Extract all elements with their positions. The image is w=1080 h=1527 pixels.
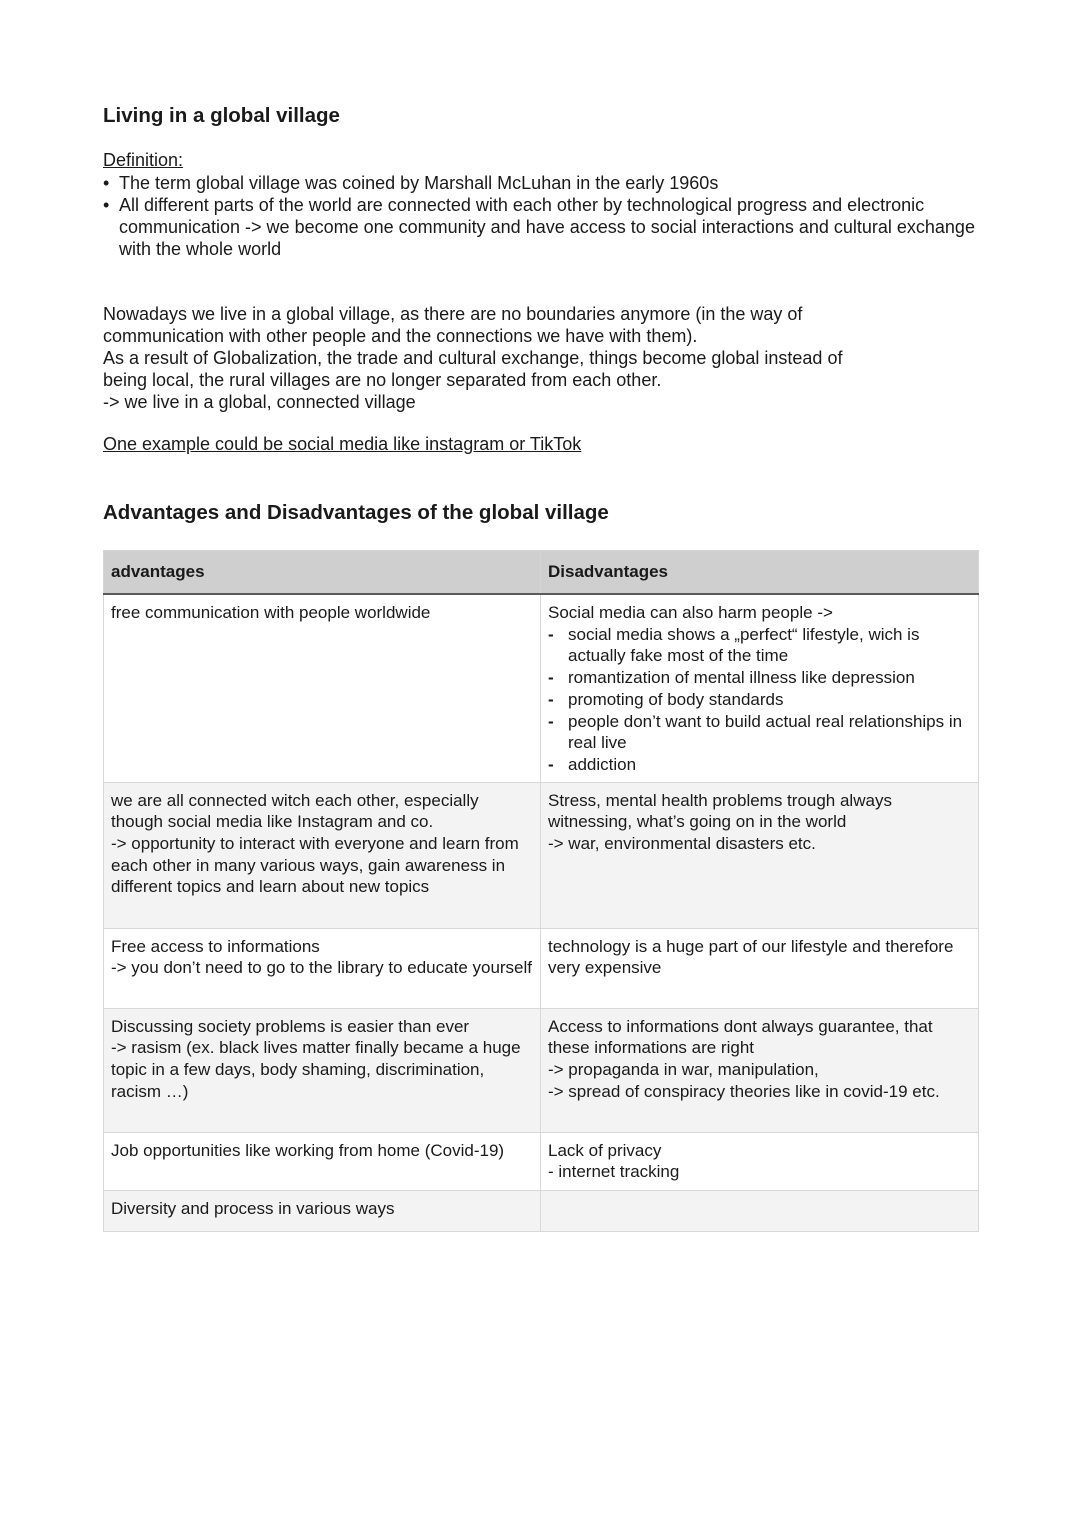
disadvantage-cell: Lack of privacy - internet tracking [541, 1132, 979, 1190]
table-row [104, 1008, 979, 1132]
table-row [104, 782, 979, 928]
section-title: Advantages and Disadvantages of the global village [103, 501, 609, 524]
advantage-cell: Diversity and process in various ways [104, 1190, 541, 1231]
list-item: - romantization of mental illness like depression [548, 667, 971, 689]
bullet-icon: • [103, 173, 110, 193]
header-advantages: advantages [104, 551, 541, 595]
disadvantage-cell: technology is a huge part of our lifestyle and therefore very expensive [541, 928, 979, 1008]
list-item: - promoting of body standards [548, 689, 971, 711]
definition-label: Definition: [103, 150, 184, 170]
definition-list [103, 172, 983, 260]
header-disadvantages: Disadvantages [541, 551, 979, 595]
table-row [104, 1132, 979, 1190]
table-row [104, 1190, 979, 1231]
paragraph-line: communication with other people and the connections we have with them). [103, 326, 698, 346]
advantage-cell: Job opportunities like working from home (Covid-19) [104, 1132, 541, 1190]
disadvantage-cell [541, 1190, 979, 1231]
advantage-cell: we are all connected witch each other, especially though social media like Instagram and co. -> opportunity to interact with everyone and learn from each other in many various ways, gain awareness in different topics and learn about new topics [104, 782, 541, 928]
advantage-cell: Free access to informations -> you don’t need to go to the library to educate yourself [104, 928, 541, 1008]
example-note: One example could be social media like instagram or TikTok [103, 434, 582, 454]
disadvantage-cell: Social media can also harm people -> - social media shows a „perfect“ lifestyle, wich is actually fake most of the time - romantization of mental illness like depression - promoting of body standards - people don’t want to build actual real relationships in real live - addiction [541, 594, 979, 782]
definition-bullet: • The term global village was coined by Marshall McLuhan in the early 1960s [103, 173, 719, 193]
page-title: Living in a global village [103, 104, 340, 127]
paragraph-line: Nowadays we live in a global village, as there are no boundaries anymore (in the way of [103, 304, 803, 324]
intro-paragraph [103, 303, 983, 413]
paragraph-line: being local, the rural villages are no longer separated from each other. [103, 370, 662, 390]
list-item: - addiction [548, 754, 971, 776]
disadvantage-cell: Access to informations dont always guarantee, that these informations are right -> propaganda in war, manipulation, -> spread of conspiracy theories like in covid-19 etc. [541, 1008, 979, 1132]
pros-cons-table [103, 550, 979, 1232]
list-item: - social media shows a „perfect“ lifestyle, wich is actually fake most of the time [548, 624, 971, 667]
paragraph-line: -> we live in a global, connected village [103, 392, 416, 412]
table-row [104, 594, 979, 782]
disadvantage-list [548, 624, 971, 776]
advantage-cell: Discussing society problems is easier than ever -> rasism (ex. black lives matter finally became a huge topic in a few days, body shaming, discrimination, racism …) [104, 1008, 541, 1132]
definition-bullet: • All different parts of the world are connected with each other by technological progress and electronic communication -> we become one community and have access to social interactions and cultural exchange with the whole world [103, 195, 975, 259]
list-item: - people don’t want to build actual real relationships in real live [548, 711, 971, 754]
table-header-row [104, 551, 979, 595]
paragraph-line: As a result of Globalization, the trade and cultural exchange, things become global instead of [103, 348, 843, 368]
advantage-cell: free communication with people worldwide [104, 594, 541, 782]
table-row [104, 928, 979, 1008]
disadvantage-cell: Stress, mental health problems trough always witnessing, what’s going on in the world -> war, environmental disasters etc. [541, 782, 979, 928]
bullet-icon: • [103, 195, 110, 215]
